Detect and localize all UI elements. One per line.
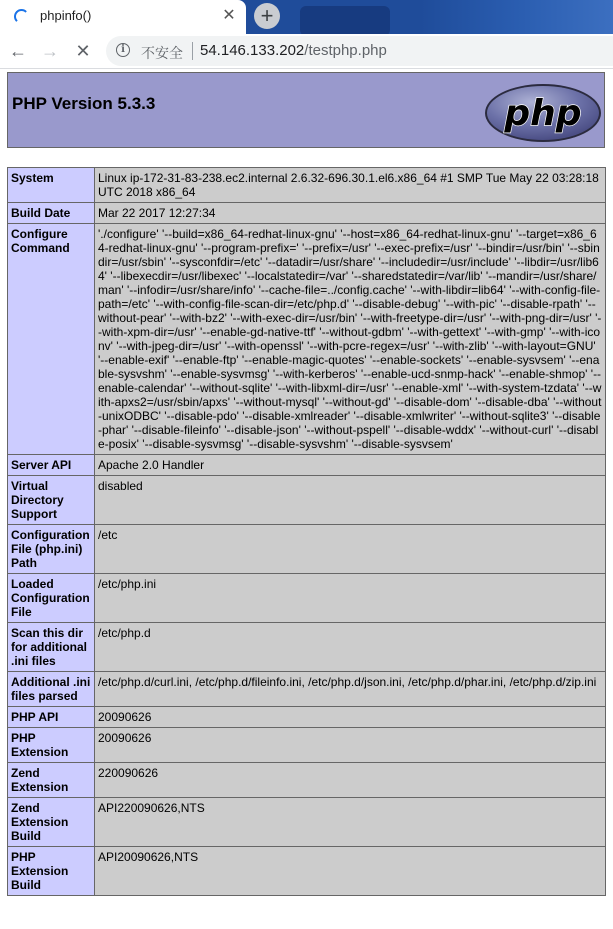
- url-path: /testphp.php: [304, 42, 387, 59]
- row-key: Virtual Directory Support: [8, 476, 95, 525]
- background-decoration: [420, 0, 613, 34]
- page-title: PHP Version 5.3.3: [12, 94, 156, 113]
- row-key: PHP Extension Build: [8, 847, 95, 896]
- table-row: [8, 728, 606, 763]
- row-key: Zend Extension Build: [8, 798, 95, 847]
- browser-tab[interactable]: [0, 0, 246, 34]
- row-key: Loaded Configuration File: [8, 574, 95, 623]
- row-key: PHP API: [8, 707, 95, 728]
- row-key: Build Date: [8, 203, 95, 224]
- security-status[interactable]: 不安全: [141, 45, 183, 61]
- table-row: [8, 763, 606, 798]
- table-row: [8, 455, 606, 476]
- table-row: [8, 525, 606, 574]
- row-key: Configuration File (php.ini) Path: [8, 525, 95, 574]
- row-key: Zend Extension: [8, 763, 95, 798]
- new-tab-button[interactable]: +: [254, 3, 280, 29]
- row-value: './configure' '--build=x86_64-redhat-linux-gnu' '--host=x86_64-redhat-linux-gnu' '--target=x86_64-redhat-linux-gnu' '--program-prefix=' '--prefix=/usr' '--exec-prefix=/usr' '--bindir=/usr/bin' '--sbindir=/usr/sbin' '--sysconfdir=/etc' '--datadir=/usr/share' '--includedir=/usr/include' '--libdir=/usr/lib64' '--libexecdir=/usr/libexec' '--localstatedir=/var' '--sharedstatedir=/var/lib' '--mandir=/usr/share/man' '--infodir=/usr/share/info' '--cache-file=../config.cache' '--with-libdir=lib64' '--with-config-file-path=/etc' '--with-config-file-scan-dir=/etc/php.d' '--disable-debug' '--with-pic' '--disable-rpath' '--without-pear' '--with-bz2' '--with-exec-dir=/usr/bin' '--with-freetype-dir=/usr' '--with-png-dir=/usr' '--with-xpm-dir=/usr' '--enable-gd-native-ttf' '--without-gdbm' '--with-gettext' '--with-gmp' '--with-iconv' '--with-jpeg-dir=/usr' '--with-openssl' '--with-pcre-regex=/usr' '--with-zlib' '--with-layout=GNU' '--enable-exif' '--enable-ftp' '--enable-magic-quotes' '--enable-sockets' '--enable-sysvsem' '--enable-sysvshm' '--enable-sysvmsg' '--with-kerberos' '--enable-ucd-snmp-hack' '--enable-shmop' '--enable-calendar' '--without-sqlite' '--with-libxml-dir=/usr' '--enable-xml' '--with-system-tzdata' '--with-apxs2=/usr/sbin/apxs' '--without-mysql' '--without-gd' '--disable-dom' '--disable-dba' '--without-unixODBC' '--disable-pdo' '--disable-xmlreader' '--disable-xmlwriter' '--without-sqlite3' '--disable-phar' '--disable-fileinfo' '--disable-json' '--without-pspell' '--disable-wddx' '--without-curl' '--disable-posix' '--disable-sysvmsg' '--disable-sysvshm' '--disable-sysvsem': [95, 224, 606, 455]
- table-row: [8, 168, 606, 203]
- row-value: API20090626,NTS: [95, 847, 606, 896]
- row-value: 20090626: [95, 728, 606, 763]
- loading-spinner-icon: [14, 9, 29, 24]
- info-icon[interactable]: i: [116, 43, 130, 57]
- table-row: [8, 203, 606, 224]
- info-table: [7, 167, 606, 896]
- page-content: [0, 69, 613, 929]
- row-value: /etc/php.d: [95, 623, 606, 672]
- divider: [192, 42, 193, 60]
- row-value: 20090626: [95, 707, 606, 728]
- row-value: /etc: [95, 525, 606, 574]
- row-key: Configure Command: [8, 224, 95, 455]
- url-host: 54.146.133.202: [200, 42, 305, 59]
- table-row: [8, 672, 606, 707]
- back-button[interactable]: ←: [9, 41, 27, 61]
- row-key: System: [8, 168, 95, 203]
- address-bar[interactable]: [106, 36, 613, 66]
- php-logo: [483, 82, 603, 144]
- row-value: API220090626,NTS: [95, 798, 606, 847]
- table-row: [8, 623, 606, 672]
- row-key: Scan this dir for additional .ini files: [8, 623, 95, 672]
- table-row: [8, 224, 606, 455]
- row-value: Apache 2.0 Handler: [95, 455, 606, 476]
- row-value: /etc/php.d/curl.ini, /etc/php.d/fileinfo.ini, /etc/php.d/json.ini, /etc/php.d/phar.ini, /etc/php.d/zip.ini: [95, 672, 606, 707]
- stop-loading-button[interactable]: ✕: [75, 41, 91, 61]
- row-key: Server API: [8, 455, 95, 476]
- table-row: [8, 847, 606, 896]
- php-header: [7, 72, 605, 148]
- close-tab-icon[interactable]: ✕: [222, 7, 236, 24]
- background-decoration: [300, 6, 390, 34]
- row-key: PHP Extension: [8, 728, 95, 763]
- row-value: disabled: [95, 476, 606, 525]
- tab-strip: [0, 0, 613, 34]
- row-value: Linux ip-172-31-83-238.ec2.internal 2.6.32-696.30.1.el6.x86_64 #1 SMP Tue May 22 03:28:18 UTC 2018 x86_64: [95, 168, 606, 203]
- row-value: 220090626: [95, 763, 606, 798]
- table-row: [8, 574, 606, 623]
- table-row: [8, 798, 606, 847]
- row-value: Mar 22 2017 12:27:34: [95, 203, 606, 224]
- table-row: [8, 707, 606, 728]
- row-value: /etc/php.ini: [95, 574, 606, 623]
- tab-title: phpinfo(): [40, 8, 92, 23]
- logo-text: php: [504, 93, 582, 134]
- url-text[interactable]: [200, 42, 387, 59]
- row-key: Additional .ini files parsed: [8, 672, 95, 707]
- forward-button[interactable]: →: [41, 41, 59, 61]
- browser-toolbar: [0, 34, 613, 69]
- table-row: [8, 476, 606, 525]
